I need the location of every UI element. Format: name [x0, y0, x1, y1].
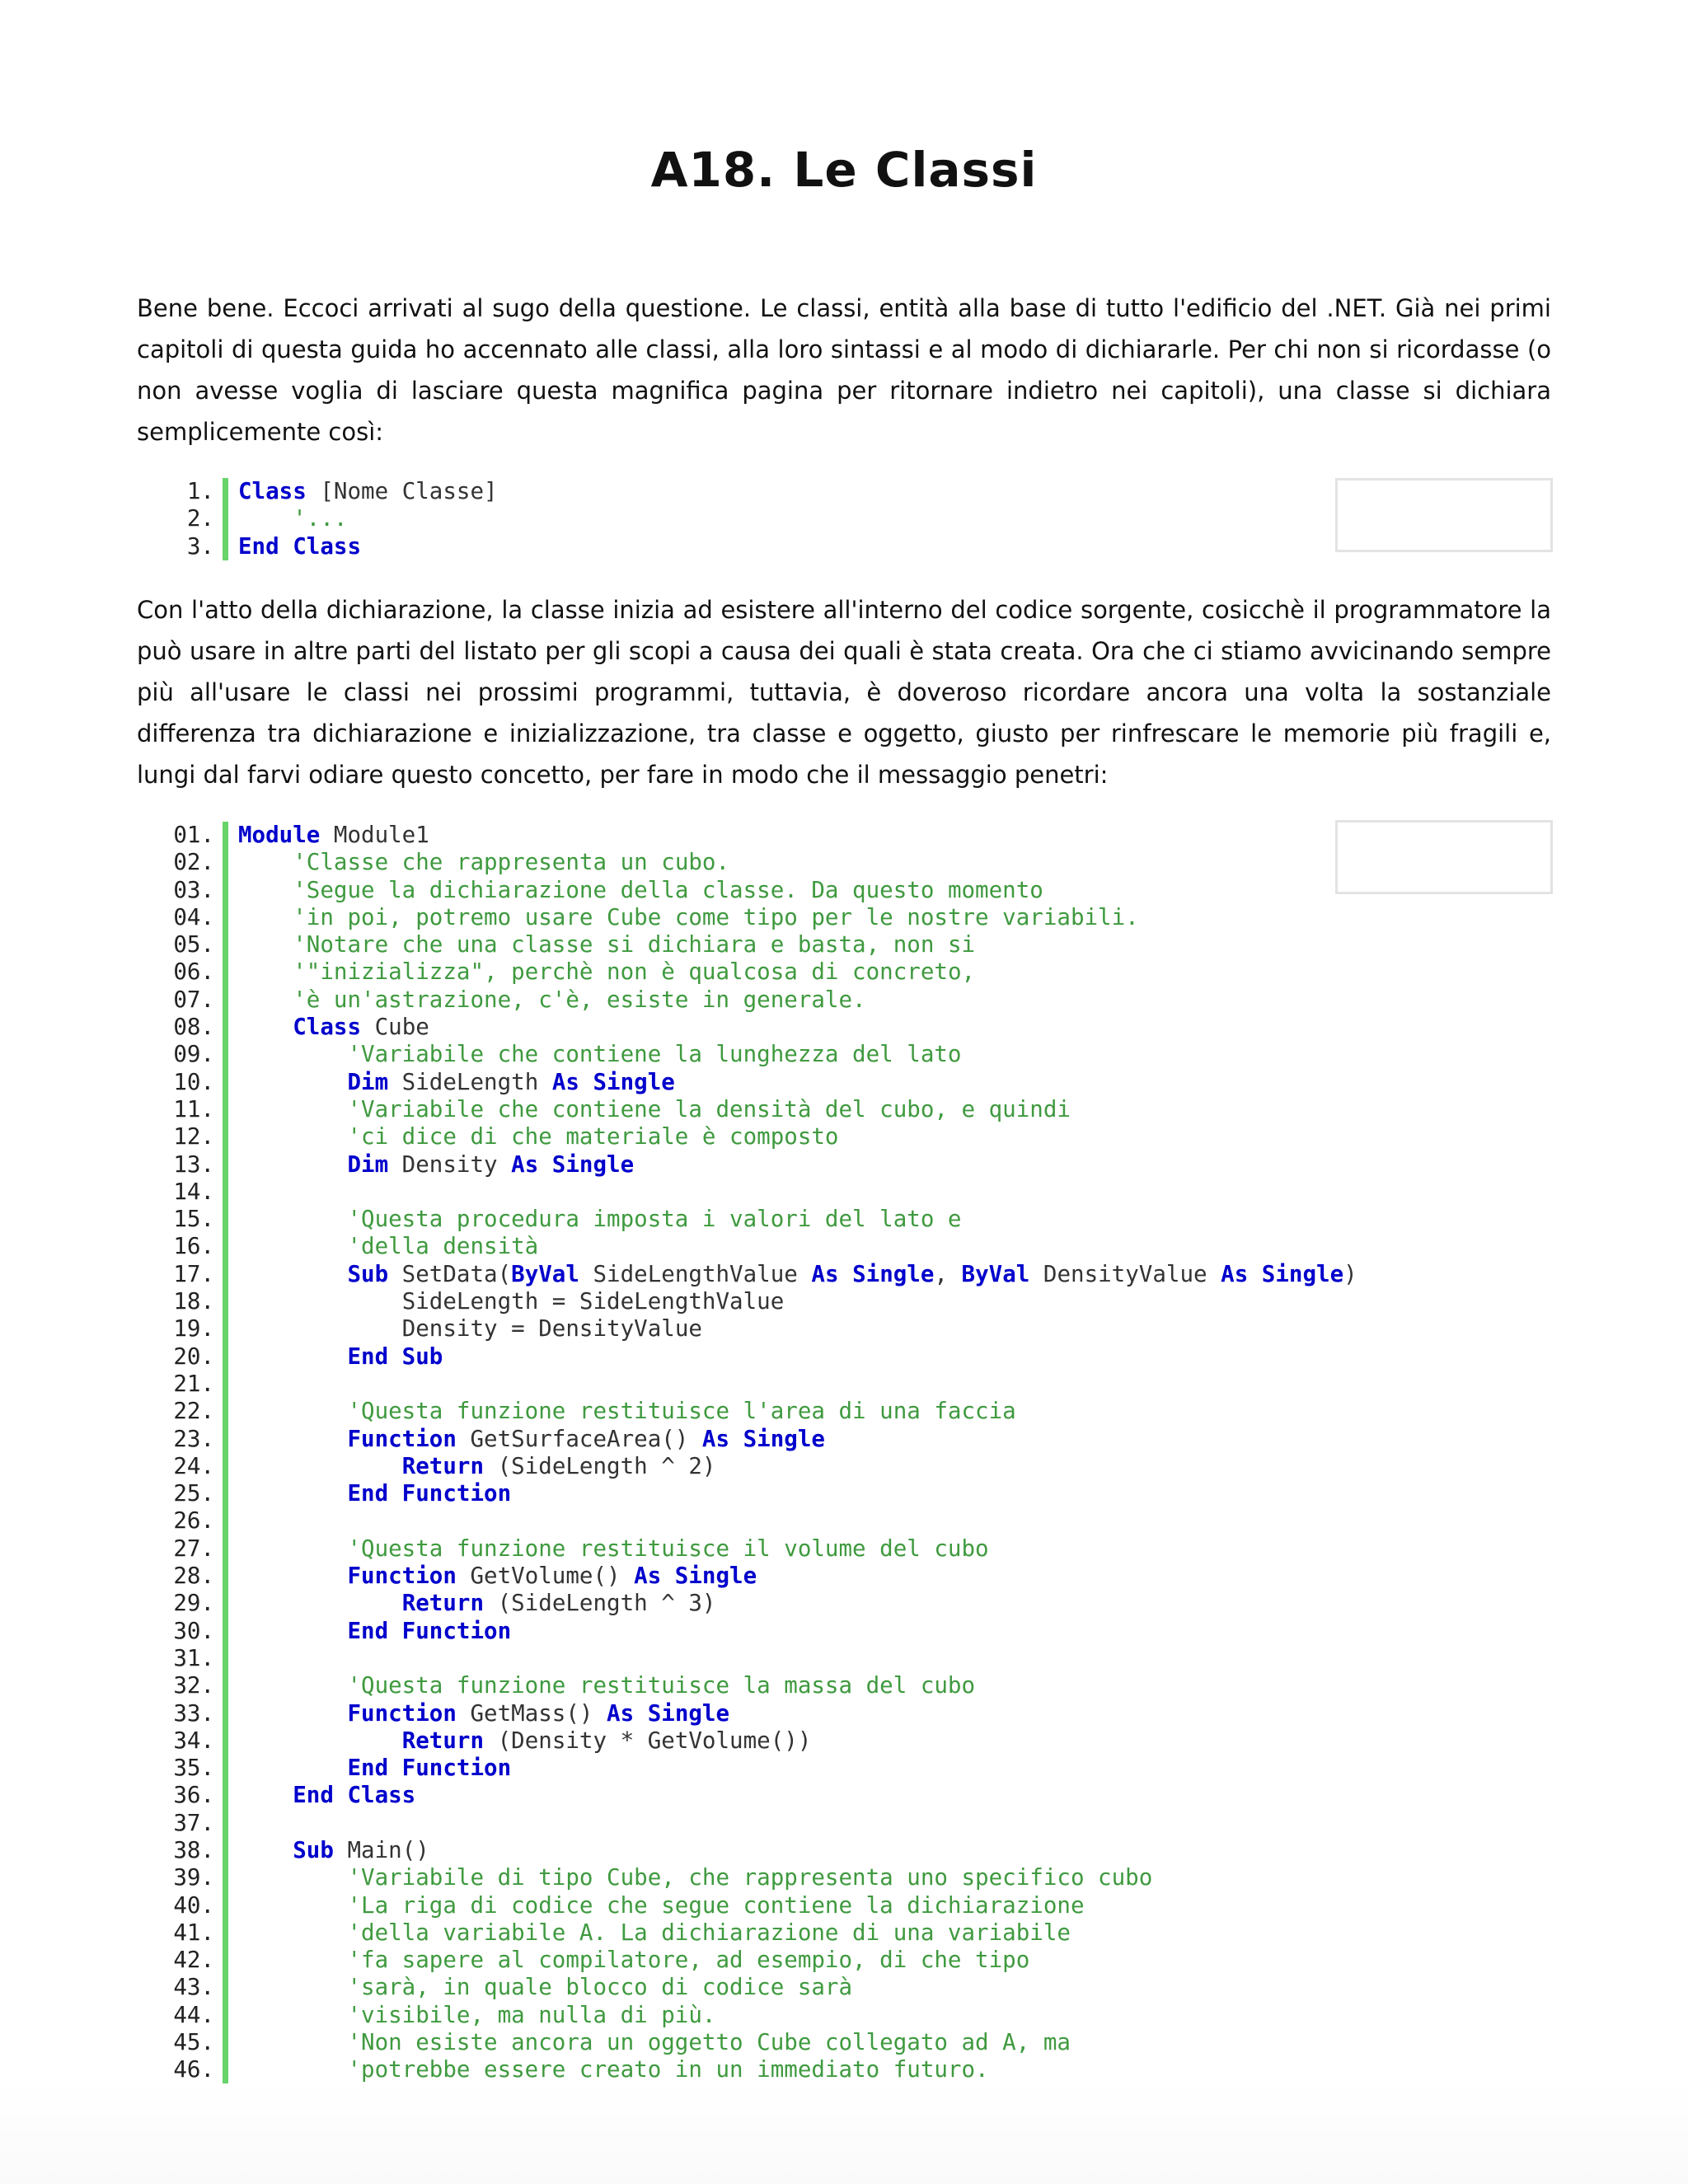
- code-keyword: As Single: [634, 1563, 757, 1590]
- code-comment: 'Variabile che contiene la densità del cubo, e quindi: [347, 1095, 1071, 1122]
- code-line: [157, 1782, 1558, 1809]
- line-number: 15.: [173, 1206, 214, 1233]
- code-line: [157, 1700, 1558, 1727]
- line-number: 46.: [173, 2056, 214, 2083]
- code-line: [157, 1618, 1558, 1645]
- line-number: 18.: [173, 1288, 214, 1315]
- line-number: 19.: [173, 1315, 214, 1343]
- code-comment: 'visibile, ma nulla di più.: [347, 2001, 716, 2028]
- code-token: GetSurfaceArea(): [456, 1425, 702, 1452]
- code-line: [157, 1563, 1558, 1590]
- gutter-bar: [223, 1233, 228, 1260]
- gutter-bar: [223, 2002, 228, 2029]
- code-line: [157, 1672, 1558, 1699]
- code-line: [157, 1426, 1558, 1453]
- code-line: [157, 1947, 1558, 1974]
- code-line: [157, 1206, 1558, 1233]
- gutter-bar: [223, 1288, 228, 1315]
- code-text: [238, 2029, 1558, 2056]
- code-keyword: As Single: [701, 1425, 825, 1452]
- code-token: Module1: [320, 822, 429, 848]
- code-token: ): [1343, 1260, 1357, 1287]
- code-keyword: End Function: [347, 1755, 512, 1782]
- gutter-bar: [223, 1974, 228, 2001]
- code-comment: 'Non esiste ancora un oggetto Cube collegato ad A, ma: [347, 2029, 1071, 2056]
- code-comment: 'sarà, in quale blocco di codice sarà: [347, 1974, 853, 2001]
- intro-paragraph: Bene bene. Eccoci arrivati al sugo della questione. Le classi, entità alla base di tutto l'edificio del .NET. Già nei primi capitoli di questa guida ho accennato alle classi, alla loro sintassi e al modo di dichiararle. Per chi non si ricordasse (o non avesse voglia di lasciare questa magnifica pagina per ritornare indietro nei capitoli), una classe si dichiara semplicemente così:: [137, 294, 1551, 446]
- code-token: [Nome Classe]: [306, 478, 498, 504]
- code-line: [157, 1233, 1558, 1260]
- code-text: [238, 1755, 1558, 1782]
- code-keyword: Dim: [347, 1068, 389, 1095]
- line-number: 09.: [173, 1041, 214, 1068]
- gutter-bar: [223, 1480, 228, 1507]
- gutter-bar: [223, 1864, 228, 1891]
- code-comment: 'in poi, potremo usare Cube come tipo per le nostre variabili.: [293, 903, 1139, 930]
- code-text: [238, 1014, 1558, 1041]
- gutter-bar: [223, 1453, 228, 1480]
- gutter-bar: [223, 1315, 228, 1343]
- code-keyword: Sub: [293, 1836, 334, 1863]
- gutter-bar: [223, 478, 228, 505]
- code-comment: 'è un'astrazione, c'è, esiste in generale.: [293, 986, 866, 1013]
- line-number: 27.: [173, 1535, 214, 1562]
- line-number: 13.: [173, 1151, 214, 1178]
- gutter-bar: [223, 1096, 228, 1123]
- gutter-bar: [223, 1782, 228, 1809]
- line-number: 06.: [173, 958, 214, 986]
- code-keyword: End Function: [347, 1617, 512, 1644]
- code-line: [157, 1096, 1558, 1123]
- line-number: 28.: [173, 1563, 214, 1590]
- code-toolbar-box[interactable]: [1335, 820, 1553, 894]
- line-number: 33.: [173, 1699, 214, 1727]
- code-comment: 'Classe che rappresenta un cubo.: [293, 849, 730, 876]
- code-keyword: Return: [401, 1590, 485, 1617]
- code-comment: 'La riga di codice che segue contiene la dichiarazione: [347, 1891, 1085, 1919]
- line-number: 10.: [173, 1068, 214, 1095]
- line-number: 08.: [173, 1014, 214, 1041]
- code-token: GetMass(): [456, 1699, 607, 1727]
- line-number: 12.: [173, 1123, 214, 1151]
- gutter-bar: [223, 1755, 228, 1782]
- code-comment: 'Variabile che contiene la lunghezza del lato: [347, 1041, 962, 1068]
- gutter-bar: [223, 1261, 228, 1288]
- gutter-bar: [223, 849, 228, 876]
- code-line: [157, 1288, 1558, 1315]
- line-number: 40.: [173, 1891, 214, 1919]
- line-number: 17.: [173, 1260, 214, 1287]
- gutter-bar: [223, 1590, 228, 1617]
- code-text: [238, 1618, 1558, 1645]
- code-token: (SideLength ^ 2): [484, 1452, 716, 1479]
- code-line: [157, 1343, 1558, 1371]
- code-text: [238, 1700, 1558, 1727]
- code-keyword: Dim: [347, 1151, 389, 1178]
- line-number: 23.: [173, 1425, 214, 1452]
- code-line: [157, 1892, 1558, 1919]
- code-text: [238, 1288, 1558, 1315]
- code-text: [238, 2056, 1558, 2083]
- code-text: [238, 1398, 1558, 1425]
- line-number: 41.: [173, 1919, 214, 1946]
- code-block-cube-module: [157, 822, 1558, 2084]
- code-text: [238, 1947, 1558, 1974]
- line-number: 32.: [173, 1672, 214, 1699]
- gutter-bar: [223, 505, 228, 532]
- code-text: [238, 1645, 1558, 1672]
- gutter-bar: [223, 877, 228, 904]
- code-text: [238, 1343, 1558, 1371]
- code-line: [157, 987, 1558, 1014]
- gutter-bar: [223, 1343, 228, 1371]
- code-text: [238, 1507, 1558, 1535]
- gutter-bar: [223, 2056, 228, 2083]
- code-line: [157, 2029, 1558, 2056]
- code-text: [238, 1782, 1558, 1809]
- code-comment: 'Questa funzione restituisce la massa del cubo: [347, 1672, 976, 1699]
- code-keyword: Return: [401, 1452, 485, 1479]
- code-token: SetData(: [388, 1260, 512, 1287]
- code-line: [157, 1837, 1558, 1864]
- gutter-bar: [223, 1507, 228, 1535]
- gutter-bar: [223, 1151, 228, 1179]
- code-line: [157, 2056, 1558, 2083]
- code-line: [157, 1453, 1558, 1480]
- code-text: [238, 1919, 1558, 1947]
- code-text: [238, 1151, 1558, 1179]
- code-comment: 'potrebbe essere creato in un immediato futuro.: [347, 2056, 989, 2083]
- code-keyword: As Single: [551, 1068, 675, 1095]
- code-text: [238, 1233, 1558, 1260]
- code-text: [238, 1123, 1558, 1151]
- code-line: [157, 1645, 1558, 1672]
- gutter-bar: [223, 822, 228, 849]
- line-number: 01.: [173, 822, 214, 848]
- line-number: 35.: [173, 1755, 214, 1782]
- code-comment: 'ci dice di che materiale è composto: [347, 1123, 839, 1151]
- code-line: [157, 1151, 1558, 1179]
- code-keyword: Function: [347, 1699, 457, 1727]
- gutter-bar: [223, 1371, 228, 1398]
- code-text: [238, 1371, 1558, 1398]
- code-line: [157, 931, 1558, 958]
- code-keyword: ByVal: [961, 1260, 1030, 1287]
- code-comment: 'fa sapere al compilatore, ad esempio, di che tipo: [347, 1947, 1030, 1974]
- code-toolbar-box[interactable]: [1335, 478, 1553, 552]
- code-line: [157, 1480, 1558, 1507]
- line-number: 31.: [173, 1644, 214, 1671]
- gutter-bar: [223, 1398, 228, 1425]
- gutter-bar: [223, 1535, 228, 1563]
- code-text: [238, 1727, 1558, 1755]
- code-token: SideLength: [388, 1068, 552, 1095]
- code-token: DensityValue: [1029, 1260, 1221, 1287]
- code-line: [157, 1974, 1558, 2001]
- code-line: [157, 1864, 1558, 1891]
- code-text: [238, 1480, 1558, 1507]
- code-comment: 'Questa funzione restituisce il volume del cubo: [347, 1535, 989, 1562]
- line-number: 24.: [173, 1452, 214, 1479]
- gutter-bar: [223, 987, 228, 1014]
- gutter-bar: [223, 1645, 228, 1672]
- line-number: 04.: [173, 903, 214, 930]
- code-text: [238, 987, 1558, 1014]
- code-line: [157, 1069, 1558, 1096]
- line-number: 34.: [173, 1727, 214, 1754]
- code-text: [238, 1535, 1558, 1563]
- code-text: [238, 1892, 1558, 1919]
- code-comment: 'Variabile di tipo Cube, che rappresenta uno specifico cubo: [347, 1864, 1153, 1891]
- line-number: 14.: [173, 1178, 214, 1205]
- code-keyword: As Single: [1221, 1260, 1344, 1287]
- code-token: SideLengthValue: [579, 1260, 812, 1287]
- code-keyword: Class: [293, 1014, 362, 1041]
- gutter-bar: [223, 1618, 228, 1645]
- code-keyword: Class: [238, 478, 307, 504]
- code-text: [238, 1590, 1558, 1617]
- line-number: 26.: [173, 1507, 214, 1535]
- line-number: 21.: [173, 1370, 214, 1397]
- line-number: 20.: [173, 1343, 214, 1370]
- code-keyword: End Function: [347, 1480, 512, 1507]
- code-text: [238, 1672, 1558, 1699]
- code-line: [157, 1014, 1558, 1041]
- code-keyword: As Single: [811, 1260, 935, 1287]
- code-comment: '"inizializza", perchè non è qualcosa di concreto,: [293, 958, 976, 986]
- code-keyword: Return: [401, 1727, 485, 1754]
- code-text: [238, 1426, 1558, 1453]
- code-line: [157, 1919, 1558, 1947]
- line-number: 37.: [173, 1809, 214, 1836]
- code-keyword: End Class: [293, 1782, 416, 1809]
- code-line: [157, 1371, 1558, 1398]
- code-token: Cube: [361, 1014, 429, 1041]
- gutter-bar: [223, 2029, 228, 2056]
- line-number: 44.: [173, 2001, 214, 2028]
- line-number: 11.: [173, 1095, 214, 1122]
- code-line: [157, 1535, 1558, 1563]
- code-keyword: Module: [238, 822, 321, 848]
- code-comment: 'Questa funzione restituisce l'area di una faccia: [347, 1398, 1016, 1425]
- gutter-bar: [223, 1014, 228, 1041]
- line-number: 03.: [173, 876, 214, 903]
- line-number: 29.: [173, 1590, 214, 1617]
- code-line: [157, 1398, 1558, 1425]
- gutter-bar: [223, 1563, 228, 1590]
- code-token: GetVolume(): [456, 1563, 635, 1590]
- code-text: [238, 1069, 1558, 1096]
- code-comment: 'Segue la dichiarazione della classe. Da questo momento: [293, 876, 1043, 903]
- gutter-bar: [223, 1069, 228, 1096]
- code-line: [157, 1590, 1558, 1617]
- code-text: [238, 1864, 1558, 1891]
- gutter-bar: [223, 931, 228, 958]
- code-token: (SideLength ^ 3): [484, 1590, 716, 1617]
- code-token: ,: [934, 1260, 962, 1287]
- code-token: Density = DensityValue: [401, 1315, 702, 1343]
- code-text: [238, 1974, 1558, 2001]
- code-text: [238, 931, 1558, 958]
- code-line: [157, 1755, 1558, 1782]
- gutter-bar: [223, 1041, 228, 1068]
- line-number: 22.: [173, 1398, 214, 1425]
- code-line: [157, 1179, 1558, 1206]
- code-text: [238, 1206, 1558, 1233]
- line-number: 16.: [173, 1233, 214, 1260]
- code-keyword: ByVal: [511, 1260, 579, 1287]
- line-number: 2.: [186, 505, 214, 532]
- gutter-bar: [223, 1892, 228, 1919]
- code-token: SideLength = SideLengthValue: [401, 1288, 785, 1315]
- line-number: 1.: [186, 478, 214, 504]
- code-comment: 'Questa procedura imposta i valori del lato e: [347, 1206, 962, 1233]
- line-number: 3.: [186, 532, 214, 560]
- code-comment: 'della variabile A. La dichiarazione di una variabile: [347, 1919, 1071, 1946]
- line-number: 39.: [173, 1864, 214, 1891]
- code-keyword: As Single: [511, 1151, 635, 1178]
- code-token: Density: [388, 1151, 512, 1178]
- gutter-bar: [223, 1206, 228, 1233]
- code-text: [238, 1041, 1558, 1068]
- second-paragraph: Con l'atto della dichiarazione, la classe inizia ad esistere all'interno del codice sorgente, cosicchè il programmatore la può usare in altre parti del listato per gli scopi a causa dei quali è stata creata. Ora che ci stiamo avvicinando sempre più all'usare le classi nei prossimi programmi, tuttavia, è doveroso ricordare ancora una volta la sostanziale differenza tra dichiarazione e inizializzazione, tra classe e oggetto, giusto per rinfrescare le memorie più fragili e, lungi dal farvi odiare questo concetto, per fare in modo che il messaggio penetri:: [137, 596, 1551, 789]
- line-number: 02.: [173, 849, 214, 876]
- code-token: Main(): [333, 1836, 429, 1863]
- gutter-bar: [223, 904, 228, 931]
- gutter-bar: [223, 533, 228, 560]
- code-comment: '...: [293, 505, 348, 532]
- code-text: [238, 1453, 1558, 1480]
- line-number: 36.: [173, 1782, 214, 1809]
- line-number: 38.: [173, 1836, 214, 1863]
- code-line: [157, 1507, 1558, 1535]
- code-line: [157, 904, 1558, 931]
- page-bottom-fade: [0, 2083, 1688, 2184]
- code-token: (Density * GetVolume()): [484, 1727, 812, 1754]
- code-text: [238, 1563, 1558, 1590]
- gutter-bar: [223, 1947, 228, 1974]
- gutter-bar: [223, 1672, 228, 1699]
- page-title: A18. Le Classi: [650, 142, 1038, 198]
- code-text: [238, 1837, 1558, 1864]
- gutter-bar: [223, 1727, 228, 1755]
- code-text: [238, 2002, 1558, 2029]
- code-keyword: End Class: [238, 532, 362, 560]
- line-number: 30.: [173, 1617, 214, 1644]
- code-text: [238, 1315, 1558, 1343]
- line-number: 43.: [173, 1974, 214, 2001]
- code-line: [157, 1727, 1558, 1755]
- code-keyword: Function: [347, 1563, 457, 1590]
- gutter-bar: [223, 1700, 228, 1727]
- gutter-bar: [223, 1837, 228, 1864]
- code-line: [157, 2002, 1558, 2029]
- line-number: 42.: [173, 1947, 214, 1974]
- code-line: [157, 1041, 1558, 1068]
- code-keyword: As Single: [607, 1699, 730, 1727]
- code-text: [238, 904, 1558, 931]
- code-text: [238, 1179, 1558, 1206]
- line-number: 07.: [173, 986, 214, 1013]
- code-text: [238, 1810, 1558, 1837]
- gutter-bar: [223, 1179, 228, 1206]
- code-line: [157, 1810, 1558, 1837]
- code-keyword: Sub: [347, 1260, 389, 1287]
- code-keyword: End Sub: [347, 1343, 443, 1370]
- code-comment: 'Notare che una classe si dichiara e basta, non si: [293, 931, 976, 958]
- gutter-bar: [223, 1123, 228, 1151]
- gutter-bar: [223, 1810, 228, 1837]
- code-line: [157, 958, 1558, 986]
- code-line: [157, 1261, 1558, 1288]
- gutter-bar: [223, 1919, 228, 1947]
- code-text: [238, 1096, 1558, 1123]
- gutter-bar: [223, 958, 228, 986]
- line-number: 45.: [173, 2029, 214, 2056]
- gutter-bar: [223, 1426, 228, 1453]
- code-line: [157, 1123, 1558, 1151]
- line-number: 25.: [173, 1480, 214, 1507]
- code-text: [238, 958, 1558, 986]
- code-comment: 'della densità: [347, 1233, 539, 1260]
- line-number: 05.: [173, 931, 214, 958]
- code-keyword: Function: [347, 1425, 457, 1452]
- code-line: [157, 1315, 1558, 1343]
- code-text: [238, 1261, 1558, 1288]
